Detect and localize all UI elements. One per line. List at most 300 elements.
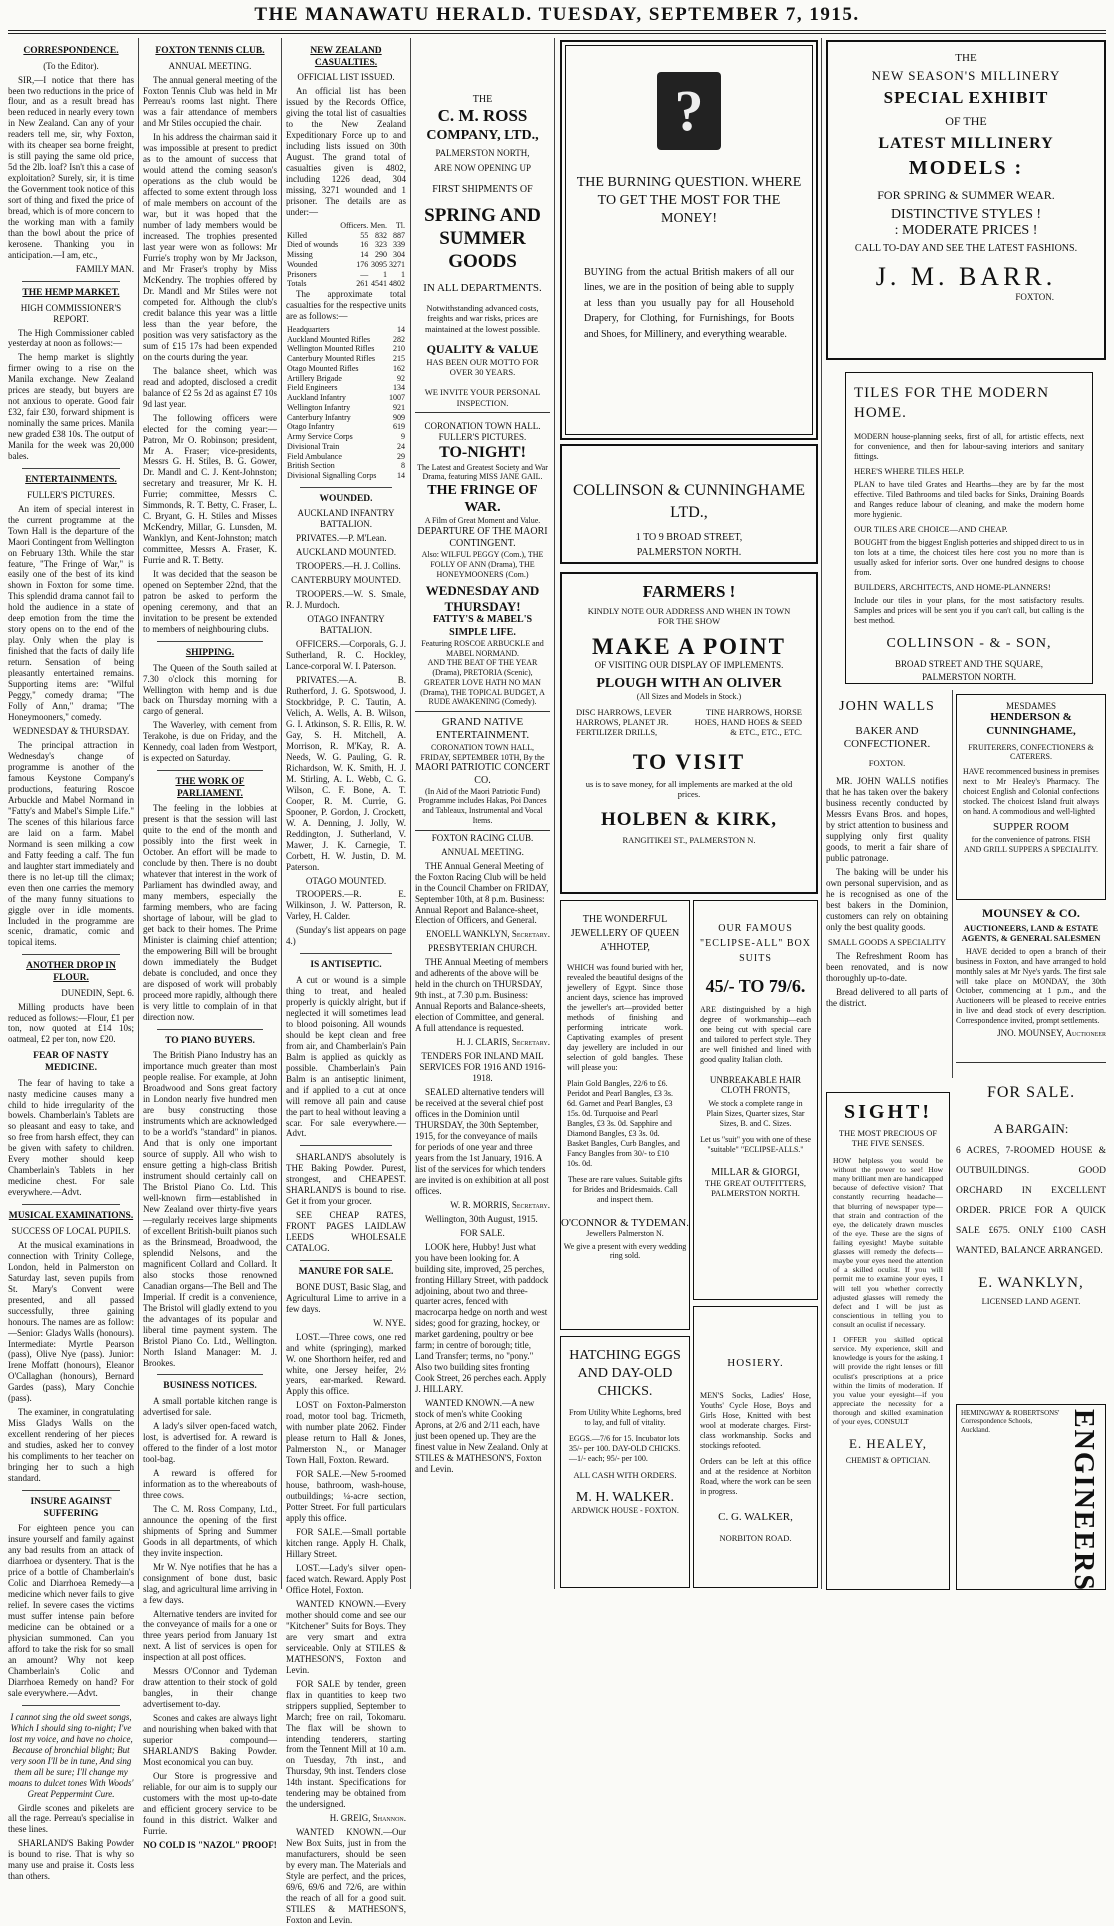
table-cell: Otago Infantry [287, 422, 335, 432]
piano-heading: TO PIANO BUYERS. [165, 1035, 255, 1046]
tiles-intro: MODERN house-planning seeks, first of all, for artistic effects, next for convenience, and then for labour-saving interiors and sanitary fittings. [854, 431, 1084, 461]
sight-heading: SIGHT! [843, 1101, 933, 1123]
beat-of-year: AND THE BEAT OF THE YEAR (Drama), PRETORIA (Scenic), GREATER LOVE HATH NO MAN (Drama), THE TOPICAL BUDGET, A RUDE AWAKENING (Comedy). [420, 658, 545, 707]
table-cell: 619 [393, 422, 405, 432]
ross-motto: HAS BEEN OUR MOTTO FOR OVER 30 YEARS. [426, 356, 539, 378]
table-cell: Field Ambulance [287, 451, 342, 461]
business-para: A small portable kitchen range is advertised for sale. [143, 1396, 277, 1418]
walls-speciality: SMALL GOODS A SPECIALITY [828, 936, 946, 947]
separator [300, 953, 392, 954]
millinery-prices: : MODERATE PRICES ! [894, 223, 1038, 238]
ross-departments: IN ALL DEPARTMENTS. [423, 281, 542, 294]
separator [300, 487, 392, 488]
unit-list: PRIVATES.—A. B. Rutherford, J. G. Spotswood, J. Stockbridge, P. C. Tautin, A. Velich, A. Wells, A. B. Wilson, G. I. Atkinson, S. R. Ellis, R. W. Gay, S. H. Mitchell, A. Morrison, R. M'Kay, R. A. Needs, W. G. Pauling, G. R. Richardson, W. K. Smith, H. J. M. Stirling, A. L. Webb, C. G. Wilson, C. F. Bone, A. T. Cooper, R. M. Currie, G. Spooner, P. Gordon, J. Crockett, W. A. Denning, J. Jolly, W. Reddington, J. Sutherland, V. Mawer, J. K. Carnegie, T. Corbett, H. W. Justin, D. M. Paterson. [286, 675, 406, 872]
table-cell: British Section [287, 461, 335, 471]
correspondence-heading: CORRESPONDENCE. [23, 46, 119, 56]
insure-para: For eighteen pence you can insure yourself and family against any bad results from an attack of diarrhoea or dysentery. That is the price of a bottle of Chamberlain's Colic and Diarrhoea Remedy—a medicine which never fails to give relief. In severe cases the victims must suffer intense pain before medicine can be obtained or a physician summoned. Can you afford to take the risk for so small an amount? Why not keep Chamberlain's Colic and Diarrhoea Remedy on hand? For sale everywhere.—Advt. [8, 1523, 134, 1698]
table-cell: 832 [374, 230, 387, 240]
separator [157, 1029, 263, 1030]
healey-trade: CHEMIST & OPTICIAN. [845, 1456, 931, 1466]
table-cell: 55 [360, 230, 369, 240]
millinery-ad [826, 40, 1106, 360]
collinson-ad [560, 444, 818, 564]
departure-heading: DEPARTURE OF THE MAORI CONTINGENT. [417, 526, 548, 550]
hatching-note: From Utility White Leghorns, bred to lay, and full of vitality. [568, 1407, 682, 1427]
column-divider [952, 690, 953, 1078]
shipping-heading: SHIPPING. [185, 647, 235, 658]
unit-heading: AUCKLAND MOUNTED. [296, 547, 396, 558]
oconnor-note: We give a present with every wedding ring sold. [563, 1242, 687, 1260]
for-sale-heading: FOR SALE. [460, 1227, 505, 1238]
table-cell: 1 [382, 269, 387, 279]
table-header: Men. [370, 220, 387, 230]
masthead: THE MANAWATU HERALD. TUESDAY, SEPTEMBER 7, 1915. [254, 4, 860, 25]
classified-signature: W. NYE. [373, 1317, 406, 1328]
millinery-styles: DISTINCTIVE STYLES ! [890, 207, 1042, 222]
eclipse-body: ARE distinguished by a high degree of workmanship—each one being cut with special care and tailored to perfect style. They are well finished and lined with good quality Italian cloth. [700, 1005, 811, 1064]
sizes-note: (All Sizes and Models in Stock.) [636, 692, 742, 701]
table-cell: 8 [401, 461, 405, 471]
table-row [286, 279, 406, 289]
table-cell: 29 [397, 451, 405, 461]
column-divider [821, 38, 822, 1589]
flour-dateline: DUNEDIN, Sept. 6. [61, 987, 134, 998]
piano-para: The British Piano Industry has an importance much greater than most people realise. For example, at John Broadwood and Sons great factory in London nearly five hundred men are busy constructing those instruments which are acknowledged to be a world's "standard" in pianos. And that is only one important source of supply. All who wish to ensure getting a high-class British instrument should certainly call on The Bristol Piano Co. Ltd. This well-known firm—established in New Zealand over thirty-five years—regularly receives large shipments of excellent British-built pianos such as the Brinsmead, Broadwood, the splendid Nelsons, and the magnificent Collard and Collard. It also stocks those renowned Canadian organs—The Bell and The Imperial. If credit is a convenience, The Bristol will gladly extend to you the advantages of its popular and liberal time payment system. The Bristol Piano Co. Ltd., Wellington. North Island Manager: M. J. Brookes. [143, 1050, 277, 1368]
jewellery-ad [560, 900, 690, 1330]
walker-name: M. H. WALKER. [575, 1489, 675, 1505]
table-cell: 4541 [370, 279, 387, 289]
tiles-help: HERE'S WHERE TILES HELP. [854, 465, 965, 476]
walls-body: The Refreshment Room has been renovated, and is now thoroughly up-to-date. [826, 951, 948, 984]
table-cell: 14 [397, 471, 405, 481]
table-cell: Wounded [287, 259, 318, 269]
catalog-notice: SEE CHEAP RATES, FRONT PAGES LAIDLAW LEEDS WHOLESALE CATALOG. [286, 1210, 406, 1254]
hemp-para: The hemp market is slightly firmer owing to a rise on the Manila exchange. New Zealand prices are steady, but buyers are not anxious to operate. Good fair £32, fair £30, forward shipment is nominally the same prices. Manila new graded £38 10s. The output of Manila for the week was 20,000 bales. [8, 352, 134, 462]
burning-question-title: THE BURNING QUESTION. WHERE TO GET THE MOST FOR THE MONEY! [576, 175, 802, 227]
wanklyn-title: LICENSED LAND AGENT. [981, 1296, 1081, 1307]
table-cell: 14 [397, 324, 405, 334]
fear-heading: FEAR OF NASTY MEDICINE. [33, 1051, 109, 1073]
table-cell: Artillery Brigade [287, 373, 342, 383]
eclipse-heading: OUR FAMOUS "ECLIPSE-ALL" BOX SUITS [700, 923, 811, 964]
wounded-heading: WOUNDED. [319, 493, 373, 504]
table-cell: 261 [356, 279, 369, 289]
millinery-call: CALL TO-DAY AND SEE THE LATEST FASHIONS. [854, 243, 1078, 254]
table-row [286, 383, 406, 393]
flour-heading: ANOTHER DROP IN FLOUR. [26, 961, 116, 983]
ross-quality: QUALITY & VALUE [426, 342, 539, 357]
ross-open: ARE NOW OPENING UP [433, 162, 532, 173]
flour-para: Milling products have been reduced as follows:—Flour, £1 per ton, now quoted at £14 10s; oatmeal, £2 per ton, now £20. [8, 1001, 134, 1045]
millinery-spring: FOR SPRING & SUMMER WEAR. [877, 188, 1055, 202]
letter-signature: FAMILY MAN. [75, 264, 134, 275]
tennis-para: The annual general meeting of the Foxton Tennis Club was held in Mr Perreau's rooms last night. There was a fair attendance of members and Mr Stiles occupied the chair. [143, 74, 277, 129]
table-cell: 304 [393, 250, 405, 259]
table-cell: 162 [393, 363, 405, 373]
table-cell: Killed [287, 230, 307, 240]
millinery-of: OF THE [945, 114, 987, 128]
business-para: Messrs O'Connor and Tydeman draw attention to their stock of gold bangles, in their change advertisement to-day. [143, 1666, 277, 1710]
table-cell: 887 [393, 230, 405, 240]
casualties-subheading: OFFICIAL LIST ISSUED. [297, 72, 395, 83]
hair-note: Let us "suit" you with one of these "suitable" "ECLIPSE-ALLS." [700, 1135, 811, 1154]
entertainments-heading: ENTERTAINMENTS. [25, 475, 117, 486]
classified-ad: BONE DUST, Basic Slag, and Agricultural Lime to arrive in a few days. [286, 1281, 406, 1314]
millar-sub: THE GREAT OUTFITTERS, [704, 1178, 807, 1188]
table-cell: Divisional Train [287, 441, 340, 451]
table-row [286, 344, 406, 354]
tiles-bought: BOUGHT from the biggest English potteries and shipped direct to us in ton lots at a time, the choicest tiles here cost you no more than is usually asked for inferior sorts. Over one hundred designs to choose from. [854, 537, 1084, 577]
table-cell: Field Engineers [287, 383, 338, 393]
burning-question-ad [560, 40, 818, 440]
table-row [286, 432, 406, 442]
business-para: The C. M. Ross Company, Ltd., announce the opening of the first shipments of Spring and Summer Goods in all departments, of which they invite inspection. [143, 1503, 277, 1558]
classified-ad: FOR SALE.—New 5-roomed house, bathroom, wash-house, outbuildings; ¼-acre section, Potter Street. For full particulars apply this office. [286, 1469, 406, 1524]
mounsey-signature: JNO. MOUNSEY, Auctioneer [997, 1028, 1106, 1039]
visiting-display: OF VISITING OUR DISPLAY OF IMPLEMENTS. [594, 660, 784, 670]
table-cell: Auckland Mounted Rifles [287, 334, 371, 344]
table-row [286, 374, 406, 384]
racing-signature: ENOELL WANKLYN, Secretary. [426, 929, 550, 940]
henderson-body: HAVE recommenced business in premises next to Mr Healey's Pharmacy. The choicest English and Colonial confections stocked. The choicest Island fruit always on hand. A commodious and well-lighted [963, 766, 1099, 816]
millar-location: PALMERSTON NORTH. [711, 1188, 800, 1198]
native-date: CORONATION TOWN HALL, FRIDAY, SEPTEMBER 10TH, By the [420, 742, 545, 762]
presbyterian-heading: PRESBYTERIAN CHURCH. [427, 943, 537, 954]
wanklyn-ad [956, 1062, 1106, 1392]
musical-para: At the musical examinations in connection with Trinity College, London, held in Palmerston on Saturday last, seven pupils from St. Mary's Convent were presented, and all passed successfully, three gaining honours. The names are as follow:—Senior: Gladys Walls (honours). Intermediate: Myrtle Pearson (pass), Olive Nye (pass). Junior: Irene Moffatt (honours), Eleanor O'Callaghan (honours), Bernard Gardes (pass), Mary Conchie (pass). [8, 1239, 134, 1404]
make-a-point: MAKE A POINT [592, 634, 786, 659]
table-row [286, 403, 406, 413]
separator [22, 281, 120, 282]
table-row [286, 260, 406, 270]
table-cell: Missing [287, 250, 313, 259]
column-divider [281, 38, 282, 1589]
musical-para: The examiner, in congratulating Miss Gladys Walls on the excellent rendering of her pieces and studies, asked her to convey his compliments to her teacher on bringing her to such a high standard. [8, 1407, 134, 1484]
tiles-address: BROAD STREET AND THE SQUARE, PALMERSTON NORTH. [895, 658, 1043, 682]
business-para: A lady's silver open-faced watch, lost, is advertised for. A reward is offered to the finder of a lost motor tool-bag. [143, 1421, 277, 1464]
walls-trade: BAKER AND CONFECTIONER. [843, 725, 931, 751]
millinery-season: NEW SEASON'S MILLINERY [871, 68, 1061, 83]
tennis-para: The balance sheet, which was read and adopted, disclosed a credit balance of £2 5s 2d as against £7 10s 9d last year. [143, 365, 277, 409]
tiles-heading: TILES FOR THE MODERN HOME. [854, 385, 1050, 422]
unit-heading: CANTERBURY MOUNTED. [291, 575, 401, 586]
hemp-heading: THE HEMP MARKET. [22, 287, 120, 298]
table-cell: Wellington Infantry [287, 402, 351, 412]
business-para: Our Store is progressive and reliable, for our aim is to supply our customers with the most up-to-date and efficient grocery service to be found in this district. Walker and Furrie. [143, 1771, 277, 1836]
burning-question-body: BUYING from the actual British makers of all our lines, we are in the position of being able to supply at less than you usually pay for all Household Drapery, for Clothing, for Furnishings, for Boots and Shoes, for Millinery, and everything wearable. [584, 266, 794, 340]
hosiery-heading: HOSIERY. [727, 1357, 784, 1369]
table-cell: Wellington Mounted Rifles [287, 344, 375, 354]
sight-sub: THE MOST PRECIOUS OF THE FIVE SENSES. [838, 1128, 938, 1148]
cg-walker-name: C. G. WALKER, [718, 1511, 793, 1523]
tiles-plan: PLAN to have tiled Grates and Hearths—they are by far the most effective. Tiled Bathrooms and tiled backs for Sinks, Draining Boards and Ranges reduce labour of cleaning, and make the modern home more hygienic. [854, 479, 1084, 519]
table-cell: Auckland Infantry [287, 393, 346, 403]
hatching-ad [560, 1336, 690, 1588]
henderson-mesdames: MESDAMES [1005, 701, 1056, 711]
henderson-name: HENDERSON & CUNNINGHAME, [986, 711, 1076, 737]
antiseptic-heading: IS ANTISEPTIC. [310, 960, 382, 971]
table-cell: Divisional Signalling Corps [287, 471, 377, 481]
farmers-heading: FARMERS ! [642, 582, 736, 601]
table-cell: 16 [360, 240, 369, 250]
ross-the: THE [472, 94, 493, 105]
table-cell: Canterbury Mounted Rifles [287, 354, 375, 364]
table-cell: 134 [393, 383, 405, 393]
separator [300, 1260, 392, 1261]
ross-summer: SUMMER [439, 228, 526, 250]
classified-ad: WANTED KNOWN.—Our New Box Suits, just in from the manufacturers, should be seen by every man. The Materials and Style are perfect, and the prices, 69/6, 69/6 and 72/6, are within the reach of all for a good suit. STILES & MATHESON'S, Foxton and Levin. [286, 1827, 406, 1926]
separator [157, 641, 263, 642]
table-row [286, 231, 406, 241]
bargain-body: 6 ACRES, 7-ROOMED HOUSE & OUTBUILDINGS. GOOD ORCHARD IN EXCELLENT ORDER. PRICE FOR A QUICK SALE £675. ONLY £100 CASH WANTED, BALANCE ARRANGED. [956, 1146, 1106, 1257]
eclipse-ad [693, 900, 818, 1300]
also-showing: Also: WILFUL PEGGY (Com.), THE FOLLY OF ANN (Drama), THE HONEYMOONERS (Com.) [421, 550, 544, 579]
engineers-heading: ENGINEERS [1068, 1409, 1099, 1592]
table-cell: 1007 [389, 393, 405, 403]
hatching-heading: HATCHING EGGS AND DAY-OLD CHICKS. [569, 1348, 681, 1400]
column-divider [554, 38, 555, 1589]
ent-para: An item of special interest in the current programme at the Town Hall is the departure of the Maori Contingent from Wellington on February 13th. While the star feature, "The Fringe of War," is easily one of the best of its kind shown in Foxton for some time. This splendid drama cannot fail to hold the audience in a state of deep emotion from the time the story opens on to the end of the play. Only when the play is finished that the facts of daily life return. Sensation of being pleasantly entertained remains. Supporting items are: "Wilful Peggy," comedy drama; "The Folly of Ann," drama; "The Honeymooners," comedy. [8, 503, 134, 723]
table-row [286, 335, 406, 345]
tenders-date: Wellington, 30th August, 1915. [425, 1213, 538, 1224]
business-para: Mr W. Nye notifies that he has a consignment of bone dust, basic slag, and agricultural lime arriving in a few days. [143, 1561, 277, 1605]
latest-drama: The Latest and Greatest Society and War Drama, featuring MISS JANE GAIL. [417, 462, 548, 482]
wanklyn-name: E. WANKLYN, [978, 1275, 1084, 1291]
business-para: Alternative tenders are invited for the conveyance of mails for a one or three years period from January 1st next. A list of services is open for inspection at all post offices. [143, 1608, 277, 1663]
shipping-para: The Waverley, with cement from Terakohe, is due on Friday, and the Kennedy, coal laden from Westport, is expected on Saturday. [143, 720, 277, 764]
column-divider [410, 38, 411, 1589]
separator [157, 1374, 263, 1375]
jewellery-body: WHICH was found buried with her, revealed the beautiful designs of the jewellery of Egypt. Since those ancient days, science has improved the jeweller's art—provided better methods of finishing and performing intricate work. Captivating examples of present day jewellery are included in our selection of gold bangles. These will please you: [567, 963, 683, 1072]
unit-list: TROOPERS.—W. S. Smale, R. J. Murdoch. [286, 589, 406, 611]
tiles-collinson: COLLINSON - & - SON, [886, 635, 1052, 651]
unit-list: TROOPERS.—R. E. Wilkinson, J. W. Patterson, R. Varley, H. Calder. [286, 889, 406, 922]
wed-thu-subheading: WEDNESDAY & THURSDAY. [12, 726, 130, 737]
table-cell: 4802 [389, 279, 405, 289]
table-cell: — [360, 269, 369, 279]
fringe-heading: THE FRINGE OF WAR. [427, 483, 538, 516]
hosiery-note: Orders can be left at this office and at the residence at Norbiton Road, where the work can be seen in progress. [700, 1457, 811, 1496]
parliament-para: The feeling in the lobbies at present is that the session will last quite to the end of the month and possibly into the first week in October. An effort will be made to conclude by then. There is no doubt whatever that interest in the work of Parliament has dwindled away, and many members, especially the farming members, who are facing shortage of labour, will be glad to get back to their homes. The Prime Minister is claiming chief attention; the empowering Bill will be brought down immediately the Budget debate is concluded, and once they are disposed of work will probably proceed more rapidly, although there is very little to complain of in that direction now. [143, 803, 277, 1022]
classified-ad: FOR SALE by tender, green flax in quantities to keep two strippers supplied, September to March; free on rail, Tokomaru. The flax will be shown to intending tenderers, starting from the Tennent Mill at 10 a.m. on Tuesday, 7th inst., and Thursday, 9th inst. Tenders close 14th instant. Specifications for tendering may be obtained from the undersigned. [286, 1678, 406, 1810]
sharland-notice: SHARLAND'S absolutely is THE Baking Powder. Purest, strongest, and CHEAPEST. SHARLAND'S is bound to rise. Get it from your grocer. [286, 1152, 406, 1207]
table-row [286, 364, 406, 374]
barr-location: FOXTON. [1015, 292, 1054, 302]
jewellery-note: These are rare values. Suitable gifts for Brides and Bridesmaids. Call and inspect them. [567, 1175, 683, 1204]
antiseptic-para: A cut or wound is a simple thing to treat, and healed properly is quickly alright, but if neglected it will sometimes lead to blood poisoning. All wounds should be kept clean and free from air, and Chamberlain's Pain Balm is applied as quickly as possible. Chamberlain's Pain Balm is an antiseptic liniment, and if applied to a cut at once will remove all pain and cause the part to heal without leaving a scar. For sale everywhere.—Advt. [286, 974, 406, 1139]
millar-name: MILLAR & GIORGI, [711, 1167, 800, 1178]
separator [22, 1490, 120, 1491]
ross-spring: SPRING AND [424, 205, 541, 227]
sight-ad [826, 1092, 950, 1590]
maori-concert: MAORI PATRIOTIC CONCERT CO. [415, 762, 550, 786]
table-row [286, 413, 406, 423]
barr-name: J. M. BARR. [875, 262, 1057, 291]
racing-subheading: ANNUAL MEETING. [441, 846, 524, 857]
column-3 [286, 40, 407, 1926]
business-heading: BUSINESS NOTICES. [163, 1381, 257, 1392]
table-header [286, 221, 339, 231]
racing-para: THE Annual General Meeting of the Foxton Racing Club will be held in the Council Chamber on FRIDAY, September 10th, at 8 p.m. Business: Annual Report and Balance-sheet, Election of Officers, and General. [415, 860, 549, 926]
unit-heading: OTAGO INFANTRY BATTALION. [307, 614, 385, 636]
table-row [286, 354, 406, 364]
collinson-address: 1 TO 9 BROAD STREET, PALMERSTON NORTH. [635, 532, 743, 558]
table-row [286, 452, 406, 462]
bargain-heading: A BARGAIN: [993, 1120, 1069, 1136]
fear-para: The fear of having to take a nasty medicine causes many a child to hide irregularity of the bowels. Chamberlain's Tablets are so pleasant and easy to take, and so free from harsh effect, they can be given with safety to children. Every mother should keep Chamberlain's Tablets in her medicine chest. For sale everywhere.—Advt. [8, 1077, 134, 1198]
unit-table [286, 325, 406, 481]
sharland-notice: SHARLAND'S Baking Powder is bound to rise. That is why so many use and praise it. Costs less than others. [8, 1838, 134, 1882]
separator [300, 1145, 392, 1146]
manure-heading: MANURE FOR SALE. [298, 1267, 394, 1278]
to-visit: TO VISIT [632, 749, 746, 774]
table-row [286, 471, 406, 481]
separator [157, 770, 263, 771]
unit-heading: OTAGO MOUNTED. [305, 875, 387, 886]
eclipse-price: 45/- TO 79/6. [705, 976, 806, 996]
table-row [286, 270, 406, 280]
mounsey-body: HAVE decided to open a branch of their business in Foxton, and have arranged to hold monthly sales at Mr Nye's yards. The first sale will take place on MONDAY, the 30th October, commencing at 1 p.m., and the Auctioneers will be pleased to receive entries in live and dead stock of every description. Correspondence invited, prompt settlements. [956, 947, 1106, 1025]
farmers-note: KINDLY NOTE OUR ADDRESS AND WHEN IN TOWN FOR THE SHOW [587, 606, 791, 626]
ent-para: The principal attraction in Wednesday's change of programme is another of the famous Keystone Company's productions, featuring Roscoe Arbuckle and Mabel Normand in "Fatty's and Mabel's Simple Life." The scenes of this hilarious farce are laid on a farm. Mabel Normand is seen milking a cow and Fatty feeding a calf. The fun and laughter start immediately and there is no let-up till the climax; even then one carries the memory of the many funny situations to giggle over in idle moments. Included in the programme are scenic, dramatic, comic and topical items. [8, 740, 134, 948]
sight-body: I OFFER you skilled optical service. My experience, skill and knowledge is yours for the asking. I will provide the right lenses or fill oculist's prescriptions at a price within the limits of moderation. If you value your eyesight—if you appreciate the necessity for a thorough and skilled examination of your eyes, CONSULT [833, 1335, 943, 1427]
table-cell: Canterbury Infantry [287, 412, 351, 422]
sight-body: HOW helpless you would be without the power to see! How many brilliant men are handicapped because of defective vision? That constantly recurring headache—that blurring of newspaper type—that strain and contraction of the eye, the delicately drawn muscles of the eye. These are the signs of failing eyesight! Maybe suitable glasses will remedy the defects—maybe your eyes need the attention of a skilled oculist. If you will permit me to examine your eyes, I will tell you whether correctly adjusted glasses will remedy the defect and I will be just as conscientious in telling you to consult an oculist if necessary. [833, 1156, 943, 1329]
table-cell: 1 [401, 269, 405, 279]
casualties-para: The approximate total casualties for the respective units are as follows:— [286, 289, 406, 321]
unit-list: PRIVATES.—P. M'Lean. [296, 533, 387, 544]
question-mark-image: ? [657, 72, 721, 150]
jewellery-heading: THE WONDERFUL JEWELLERY OF QUEEN A'HHOTEP, [570, 914, 680, 953]
walls-ad [826, 690, 948, 1090]
collinson-name: COLLINSON & CUNNINGHAME LTD., [573, 482, 805, 521]
casualties-para: An official list has been issued by the Records Office, giving the total list of casualties to the New Zealand Expeditionary Force up to and including lists issued on 30th August. The grand total of casualties given is 4802, including 1226 dead, 304 missing, 3271 wounded and 1 prisoner. The details are as under:— [286, 86, 406, 217]
millinery-special: SPECIAL EXHIBIT [883, 88, 1049, 107]
table-cell: 176 [356, 259, 369, 269]
shipping-para: The Queen of the South sailed at 7.30 o'clock this morning for Wellington with hemp and is due back on Thursday morning with a cargo of general. [143, 662, 277, 717]
walls-body: MR. JOHN WALLS notifies that he has taken over the bakery business recently conducted by Messrs Evans Bros. and hopes, by strict attention to business and supplying only first quality goods, to merit a fair share of public patronage. [826, 776, 948, 864]
millinery-models: MODELS : [908, 157, 1024, 179]
hatching-prices: EGGS.—7/6 for 15. Incubator lots 35/- per 100. DAY-OLD CHICKS.—1/- each; 95/- per 100. [569, 1433, 681, 1463]
table-cell: 210 [393, 344, 405, 354]
presbyterian-para: THE Annual Meeting of members and adherents of the above will be held in the church on THURSDAY, 9th inst., at 7.30 p.m. Business: Annual Reports and Balance-sheets, election of Committee, and general. A full attendance is requested. [415, 957, 548, 1034]
mounsey-trade: AUCTIONEERS, LAND & ESTATE AGENTS, & GENERAL SALESMEN [961, 922, 1101, 943]
henderson-trade: FRUITERERS, CONFECTIONERS & CATERERS. [968, 742, 1094, 761]
masthead-rule [8, 30, 1106, 31]
table-cell: 282 [393, 334, 405, 344]
classified-ad: LOST.—Three cows, one red and white (springing), marked W. one Shorthorn heifer, red and white, one Jersey heifer, 2½ years, ear-marked. Reward. Apply this office. [286, 1331, 406, 1397]
ross-company: COMPANY, LTD., [426, 127, 539, 143]
table-row [286, 325, 406, 335]
list-note: (Sunday's list appears on page 4.) [286, 925, 406, 947]
insure-heading: INSURE AGAINST SUFFERING [30, 1497, 112, 1519]
parliament-heading: THE WORK OF PARLIAMENT. [175, 777, 245, 799]
table-row [286, 442, 406, 452]
save-money-note: us is to save money, for all implements are marked at the old prices. [585, 779, 793, 799]
fullers-heading: FULLER'S PICTURES. [438, 432, 527, 443]
cash-orders: ALL CASH WITH ORDERS. [573, 1469, 677, 1480]
mounsey-ad [956, 906, 1106, 1056]
tiles-builders: BUILDERS, ARCHITECTS, AND HOME-PLANNERS! [854, 581, 1051, 592]
oconnor-sub: Jewellers Palmerston N. [586, 1229, 664, 1238]
fringe-note: A Film of Great Moment and Value. [424, 516, 541, 526]
table-cell: Prisoners [287, 269, 317, 279]
casualty-table [286, 221, 406, 289]
table-header: Tl. [395, 220, 405, 230]
table-cell: 24 [397, 441, 405, 451]
separator [22, 468, 120, 469]
cg-walker-address: NORBITON ROAD. [719, 1533, 792, 1543]
tennis-para: It was decided that the season be opened on September 22nd, that the patron be asked to perform the opening ceremony, and that an invitation to be present be extended to members of neighbouring clubs. [143, 569, 277, 635]
classified-ad: LOST.—Lady's silver open-faced watch. Reward. Apply Post Office Hotel, Foxton. [286, 1562, 406, 1595]
masthead-rule [8, 33, 1106, 34]
table-cell: Otago Mounted Rifles [287, 363, 359, 373]
table-cell: 14 [360, 250, 369, 259]
letter-body: SIR,—I notice that there has been two reductions in the price of flour, and as a result bread has been reduced in nearly every town in New Zealand. Can any of your readers tell me, sir, why Foxton, with its cheaper sea borne freight, is still paying the same old price, 5d the 2lb. loaf? Isn't this a case of exploitation? Surely, sir, it is time the Government took notice of this sort of thing and fixed the price of bread, which is of more concern to the working man with a family than the bowl about the price of kerosene. Thanking you in anticipation.—I am, etc., [8, 74, 134, 261]
maori-programme: (In Aid of the Maori Patriotic Fund) Programme includes Hakas, Poi Dances and Tableaux, Instrumental and Vocal Items. [418, 786, 547, 825]
table-cell: 909 [393, 412, 405, 422]
table-row [286, 240, 406, 250]
fatty-heading: FATTY'S & MABEL'S SIMPLE LIFE. [432, 614, 533, 638]
ross-invite: WE INVITE YOUR PERSONAL INSPECTION. [424, 387, 541, 408]
classified-ad: WANTED KNOWN.—Every mother should come and see our "Kitchener" Suits for Boys. They are very smart and extra serviceable. Only at STILES & MATHESON'S, Foxton and Levin. [286, 1598, 406, 1675]
tennis-para: In his address the chairman said it was impossible at present to predict as to the amount of success that would attend the coming season's operations as the club would be affected to some extent through loss of male members on account of the war, but it was hoped that the number of lady members would be increased. The trophies presented last year were won as follows: Mr Furrie's trophy won by Mr Jackson, and Mr Fraser's trophy by Miss McKendry. The trophies offered by Dr. Mandl and Mr Stiles were not competed for. Although the club's credit balance this year was a little less than the year before, the position was very satisfactory as the sum of £15 17s had been expended on the courts during the year. [143, 132, 277, 362]
table-cell: 3095 [370, 259, 387, 269]
engineers-small-print: HEMINGWAY & ROBERTSONS' Correspondence Schools, Auckland. [961, 1409, 1060, 1434]
farmers-ad [560, 572, 818, 894]
classified-ad: FOR SALE.—Small portable kitchen range. Apply H. Chalk, Hillary Street. [286, 1527, 406, 1560]
to-editor: (To the Editor). [43, 60, 99, 71]
ross-note: Notwithstanding advanced costs, freights and war risks, prices are maintained at the lowest possible. [425, 303, 540, 334]
tennis-para: The following officers were elected for the coming year:—Patron, Mr O. Robinson; president, Mr A. Fraser; vice-presidents, Messrs G. H. Stiles, B. G. Gower, Dr. Mandl and C. J. Kent-Johnston; secretary and treasurer, Mr K. H. Furrie; committee, Messrs C. Simmonds, R. T. Betty, C. Fraser, L. C. Bryant, G. H. Stiles and Misses McKendry, Millar, G. Lunsden, M. Wanklyn, and Kent-Johnston; match committee, Messrs A. Fraser, K. Furrie and R. T. Betty. [143, 412, 277, 566]
walls-body: Bread delivered to all parts of the district. [826, 987, 948, 1009]
table-cell: 290 [374, 250, 387, 259]
tenders-signature: W. R. MORRIS, Secretary. [450, 1199, 550, 1210]
column-2 [143, 40, 277, 1850]
tennis-heading: FOXTON TENNIS CLUB. [155, 46, 265, 56]
ross-goods: GOODS [448, 251, 517, 273]
musical-subheading: SUCCESS OF LOCAL PUPILS. [11, 1225, 131, 1236]
mounsey-name: MOUNSEY & CO. [982, 906, 1080, 920]
walls-body: The baking will be under his own personal supervision, and as he is recognised as one of the best bakers in the Dominion, customers can rely on obtaining only the best quality goods. [826, 867, 948, 932]
table-cell: 323 [374, 240, 387, 250]
tennis-subheading: ANNUAL MEETING. [168, 60, 252, 71]
business-para: Scones and cakes are always light and nourishing when baked with that superior compound—SHARLAND'S Baking Powder. Most economical you can buy. [143, 1713, 277, 1768]
millinery-the: THE [955, 52, 977, 64]
town-hall-heading: CORONATION TOWN HALL. [424, 421, 541, 432]
hair-heading: UNBREAKABLE HAIR CLOTH FRONTS, [709, 1075, 802, 1095]
tiles-ad [845, 372, 1093, 684]
featuring: Featuring ROSCOE ARBUCKLE and MABEL NORMAND. [421, 638, 544, 658]
hosiery-ad [693, 1306, 818, 1588]
table-cell: Died of wounds [287, 240, 339, 250]
table-cell: 215 [393, 354, 405, 364]
jewellery-list: Plain Gold Bangles, 22/6 to £6. Peridot and Pearl Bangles, £3 3s. 6d. Garnet and Pearl Bangles, £3 15s. 0d. Turquoise and Pearl Bangles, £3 3s. 0d. Sapphire and Diamond Bangles, £3 3s. 0d. Basket Bangles, Curb Bangles, and Fancy Bangles from 30/- to £10 10s. 0d. [567, 1079, 680, 1168]
musical-heading: MUSICAL EXAMINATIONS. [8, 1211, 134, 1222]
holben-address: RANGITIKEI ST., PALMERSTON N. [622, 835, 756, 845]
unit-list: OFFICERS.—Corporals, G. J. Sutherland, R. C. Hockley, Lance-corporal W. I. Paterson. [286, 639, 407, 672]
table-row [286, 422, 406, 432]
table-cell: 92 [397, 373, 405, 383]
hair-body: We stock a complete range in Plain Sizes, Quarter sizes, Star Sizes, B. and C. Sizes. [706, 1099, 805, 1128]
casualties-heading: NEW ZEALAND CASUALTIES. [310, 46, 382, 68]
hemp-para: The High Commissioner cabled yesterday at noon as follows:— [8, 327, 134, 349]
walls-location: FOXTON. [868, 757, 906, 768]
table-cell: Army Service Corps [287, 432, 353, 442]
unit-heading: AUCKLAND INFANTRY BATTALION. [297, 508, 395, 530]
table-cell: 921 [393, 402, 405, 412]
tiles-include: Include our tiles in your plans, for the most satisfactory results. Samples and prices will be sent you if you can't call, but calling is the best method. [854, 595, 1084, 625]
